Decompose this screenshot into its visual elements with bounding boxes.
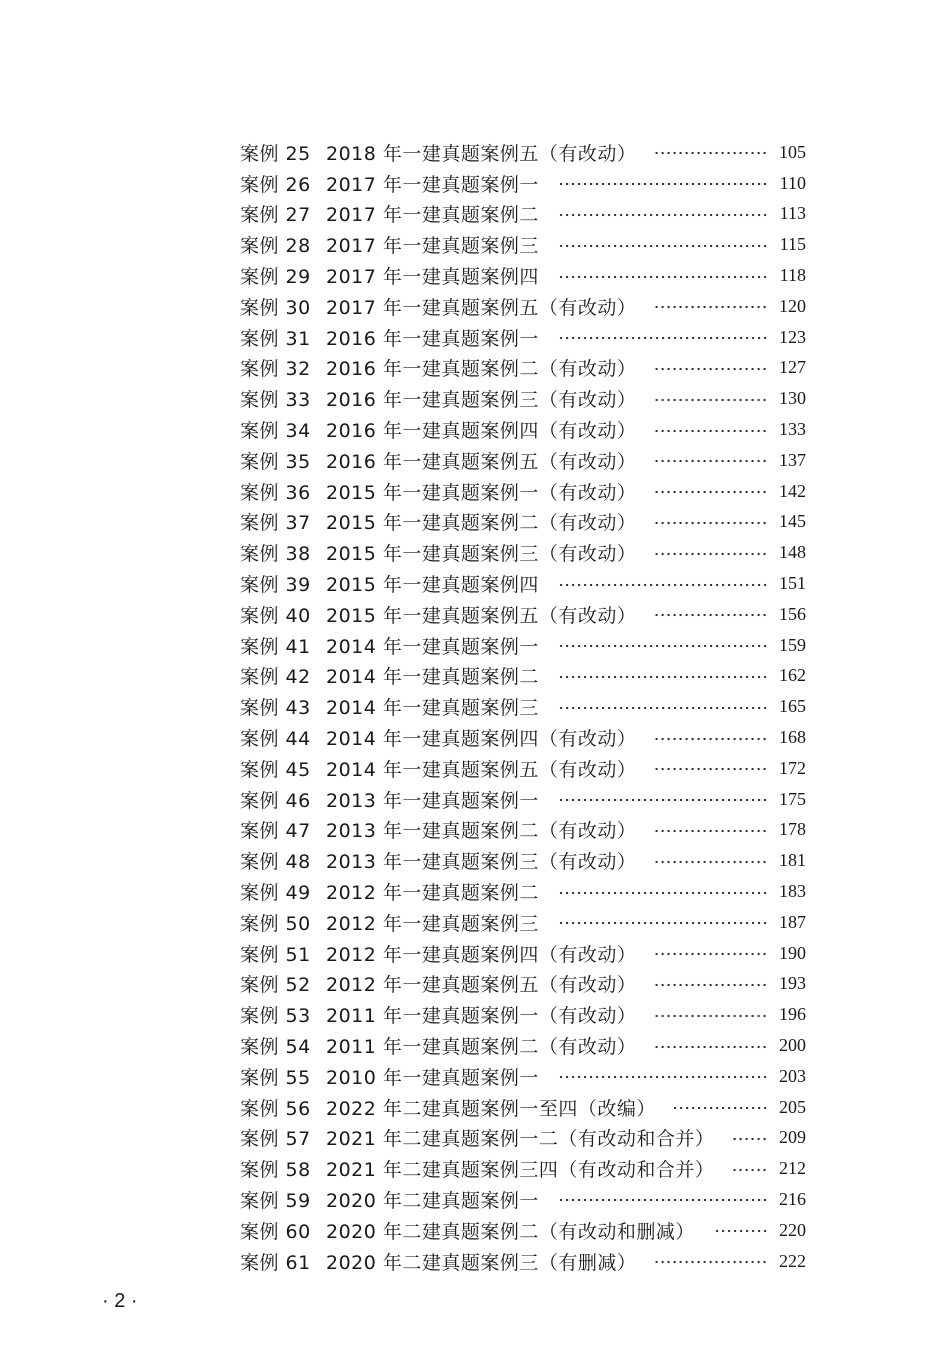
- page-number: 165: [779, 696, 806, 717]
- page-number: 113: [779, 203, 806, 224]
- case-title: 2015 年一建真题案例四: [326, 574, 539, 597]
- case-title: 2014 年一建真题案例五（有改动）: [326, 758, 637, 781]
- case-number: 案例 52: [240, 974, 311, 997]
- toc-entry[interactable]: [240, 568, 806, 599]
- case-title: 2012 年一建真题案例五（有改动）: [326, 974, 637, 997]
- case-title: 2021 年二建真题案例一二（有改动和合并）: [326, 1128, 715, 1151]
- case-number: 案例 41: [240, 635, 311, 658]
- toc-entry[interactable]: [240, 168, 806, 199]
- dot-leader: [713, 1229, 768, 1233]
- toc-entry[interactable]: [240, 630, 806, 661]
- case-title: 2017 年一建真题案例三: [326, 235, 539, 258]
- dot-leader: [654, 151, 768, 155]
- page-number: 156: [779, 603, 806, 624]
- dot-leader: [557, 213, 768, 217]
- page-number: 187: [779, 911, 806, 932]
- case-number: 案例 28: [240, 235, 311, 258]
- toc-entry[interactable]: [240, 199, 806, 230]
- page-number: 178: [779, 819, 806, 840]
- dot-leader: [654, 398, 768, 402]
- toc-entry[interactable]: [240, 722, 806, 753]
- case-title: 2012 年一建真题案例二: [326, 882, 539, 905]
- toc-entry[interactable]: [240, 1092, 806, 1123]
- case-title: 2018 年一建真题案例五（有改动）: [326, 142, 637, 165]
- dot-leader: [654, 459, 768, 463]
- page-number: 120: [779, 295, 806, 316]
- case-number: 案例 49: [240, 882, 311, 905]
- dot-leader: [557, 1075, 768, 1079]
- toc-entry[interactable]: [240, 907, 806, 938]
- page-number: 151: [779, 573, 806, 594]
- toc-entry[interactable]: [240, 969, 806, 1000]
- case-title: 2017 年一建真题案例五（有改动）: [326, 296, 637, 319]
- case-title: 2017 年一建真题案例一: [326, 173, 539, 196]
- toc-entry[interactable]: [240, 507, 806, 538]
- dot-leader: [654, 829, 768, 833]
- page-number: 209: [779, 1127, 806, 1148]
- dot-leader: [654, 1260, 768, 1264]
- page-number: 200: [779, 1035, 806, 1055]
- dot-leader: [557, 891, 768, 895]
- case-number: 案例 40: [240, 604, 311, 627]
- dot-leader: [654, 367, 768, 371]
- case-number: 案例 59: [240, 1189, 311, 1212]
- toc-entry[interactable]: [240, 383, 806, 414]
- page-number: 145: [779, 511, 806, 532]
- case-number: 案例 44: [240, 728, 311, 751]
- toc-entry[interactable]: [240, 353, 806, 384]
- page-number: 123: [779, 326, 806, 347]
- page-number: 222: [779, 1250, 806, 1271]
- toc-entry[interactable]: [240, 322, 806, 353]
- case-title: 2016 年一建真题案例四（有改动）: [326, 420, 637, 443]
- toc-entry[interactable]: [240, 445, 806, 476]
- toc-entry[interactable]: [240, 753, 806, 784]
- toc-entry[interactable]: [240, 599, 806, 630]
- toc-entry[interactable]: [240, 537, 806, 568]
- case-title: 2021 年二建真题案例三四（有改动和合并）: [326, 1159, 715, 1182]
- case-title: 2015 年一建真题案例三（有改动）: [326, 543, 637, 566]
- case-number: 案例 55: [240, 1066, 311, 1089]
- toc-entry[interactable]: [240, 137, 806, 168]
- case-number: 案例 54: [240, 1036, 311, 1058]
- dot-leader: [674, 1106, 768, 1110]
- toc-entry[interactable]: [240, 414, 806, 445]
- case-title: 2013 年一建真题案例二（有改动）: [326, 820, 637, 843]
- dot-leader: [557, 921, 768, 925]
- page-number: 142: [779, 480, 806, 501]
- case-title: 2015 年一建真题案例二（有改动）: [326, 512, 637, 535]
- case-title: 2016 年一建真题案例二（有改动）: [326, 358, 637, 381]
- case-number: 案例 36: [240, 481, 311, 504]
- case-title: 2015 年一建真题案例一（有改动）: [326, 481, 637, 504]
- case-number: 案例 34: [240, 420, 311, 443]
- dot-leader: [654, 983, 768, 987]
- page-number: 203: [779, 1065, 806, 1086]
- case-number: 案例 53: [240, 1005, 311, 1028]
- case-number: 案例 50: [240, 912, 311, 935]
- table-of-contents: [240, 137, 806, 1276]
- dot-leader: [557, 706, 768, 710]
- dot-leader: [654, 429, 768, 433]
- case-title: 2022 年二建真题案例一至四（改编）: [326, 1097, 656, 1120]
- page-number: 148: [779, 542, 806, 563]
- dot-leader: [732, 1168, 768, 1172]
- toc-entry[interactable]: [240, 476, 806, 507]
- page-number: 216: [779, 1188, 806, 1209]
- case-number: 案例 35: [240, 450, 311, 473]
- dot-leader: [557, 1198, 768, 1202]
- case-title: 2016 年一建真题案例一: [326, 327, 539, 350]
- case-number: 案例 29: [240, 266, 311, 289]
- page-number: 110: [779, 172, 806, 193]
- case-title: 2015 年一建真题案例五（有改动）: [326, 604, 637, 627]
- dot-leader: [654, 552, 768, 556]
- toc-entry[interactable]: [240, 815, 806, 846]
- case-title: 2011 年一建真题案例一（有改动）: [326, 1005, 637, 1028]
- case-title: 2017 年一建真题案例二: [326, 204, 539, 227]
- page-number: 175: [779, 788, 806, 809]
- toc-entry[interactable]: [240, 1153, 806, 1184]
- dot-leader: [557, 244, 768, 248]
- case-number: 案例 60: [240, 1220, 311, 1243]
- page-number: 115: [779, 234, 806, 255]
- case-number: 案例 42: [240, 666, 311, 689]
- page-number: 205: [779, 1096, 806, 1117]
- case-title: 2013 年一建真题案例三（有改动）: [326, 851, 637, 874]
- page-number: 172: [779, 757, 806, 778]
- page-number: 162: [779, 665, 806, 686]
- page-number-footer: · 2 ·: [102, 1290, 138, 1312]
- page-number: 220: [779, 1219, 806, 1240]
- toc-entry[interactable]: [240, 1246, 806, 1277]
- dot-leader: [557, 798, 768, 802]
- page-number: 133: [779, 419, 806, 440]
- case-number: 案例 56: [240, 1097, 311, 1120]
- toc-entry[interactable]: [240, 938, 806, 969]
- case-number: 案例 37: [240, 512, 311, 535]
- dot-leader: [557, 644, 768, 648]
- case-number: 案例 25: [240, 142, 311, 165]
- case-title: 2014 年一建真题案例二: [326, 666, 539, 689]
- case-number: 案例 43: [240, 697, 311, 720]
- page-number: 193: [779, 973, 806, 994]
- toc-entry[interactable]: [240, 260, 806, 291]
- case-title: 2014 年一建真题案例四（有改动）: [326, 728, 637, 751]
- page-number: 127: [779, 357, 806, 378]
- toc-entry[interactable]: [240, 661, 806, 692]
- page-number: 168: [779, 727, 806, 748]
- dot-leader: [654, 767, 768, 771]
- dot-leader: [654, 305, 768, 309]
- case-number: 案例 38: [240, 543, 311, 566]
- dot-leader: [732, 1137, 768, 1141]
- case-title: 2020 年二建真题案例三（有删减）: [326, 1251, 637, 1274]
- toc-entry[interactable]: [240, 876, 806, 907]
- case-title: 2017 年一建真题案例四: [326, 266, 539, 289]
- dot-leader: [654, 613, 768, 617]
- page-number: 137: [779, 449, 806, 470]
- case-number: 案例 33: [240, 389, 311, 412]
- case-number: 案例 30: [240, 296, 311, 319]
- page-number: 196: [779, 1004, 806, 1025]
- toc-entry[interactable]: [240, 1123, 806, 1154]
- case-number: 案例 57: [240, 1128, 311, 1151]
- case-number: 案例 51: [240, 943, 311, 966]
- case-number: 案例 61: [240, 1251, 311, 1274]
- toc-entry[interactable]: [240, 291, 806, 322]
- dot-leader: [654, 952, 768, 956]
- case-title: 2020 年二建真题案例一: [326, 1189, 539, 1212]
- page-number: 212: [779, 1158, 806, 1179]
- case-title: 2014 年一建真题案例一: [326, 635, 539, 658]
- page-number: 130: [779, 388, 806, 409]
- toc-entry[interactable]: [240, 1061, 806, 1092]
- case-number: 案例 26: [240, 173, 311, 196]
- case-number: 案例 58: [240, 1159, 311, 1182]
- dot-leader: [557, 336, 768, 340]
- dot-leader: [654, 737, 768, 741]
- case-title: 2012 年一建真题案例三: [326, 912, 539, 935]
- page-number: 190: [779, 942, 806, 963]
- toc-entry[interactable]: [240, 845, 806, 876]
- toc-entry[interactable]: [240, 1215, 806, 1246]
- toc-entry[interactable]: [240, 1184, 806, 1215]
- toc-entry[interactable]: [240, 784, 806, 815]
- case-title: 2010 年一建真题案例一: [326, 1066, 539, 1089]
- toc-entry[interactable]: [240, 1030, 806, 1061]
- dot-leader: [557, 583, 768, 587]
- dot-leader: [557, 182, 768, 186]
- case-title: 2016 年一建真题案例五（有改动）: [326, 450, 637, 473]
- page-number: 183: [779, 881, 806, 902]
- toc-entry[interactable]: [240, 691, 806, 722]
- dot-leader: [654, 521, 768, 525]
- page-number: 105: [779, 141, 806, 162]
- toc-entry[interactable]: [240, 229, 806, 260]
- dot-leader: [557, 675, 768, 679]
- toc-entry[interactable]: [240, 999, 806, 1030]
- case-number: 案例 46: [240, 789, 311, 812]
- dot-leader: [557, 275, 768, 279]
- dot-leader: [654, 1014, 768, 1018]
- case-number: 案例 47: [240, 820, 311, 843]
- case-title: 2013 年一建真题案例一: [326, 789, 539, 812]
- case-title: 2014 年一建真题案例三: [326, 697, 539, 720]
- case-number: 案例 48: [240, 851, 311, 874]
- case-title: 2020 年二建真题案例二（有改动和删减）: [326, 1220, 695, 1243]
- case-title: 2012 年一建真题案例四（有改动）: [326, 943, 637, 966]
- case-number: 案例 45: [240, 758, 311, 781]
- dot-leader: [654, 490, 768, 494]
- dot-leader: [654, 860, 768, 864]
- case-title: 2016 年一建真题案例三（有改动）: [326, 389, 637, 412]
- case-title: 2011 年一建真题案例二（有改动）: [326, 1036, 637, 1058]
- dot-leader: [654, 1045, 768, 1049]
- page-number: 181: [779, 850, 806, 871]
- page-number: 118: [779, 265, 806, 286]
- case-number: 案例 31: [240, 327, 311, 350]
- case-number: 案例 39: [240, 574, 311, 597]
- case-number: 案例 32: [240, 358, 311, 381]
- case-number: 案例 27: [240, 204, 311, 227]
- page-number: 159: [779, 634, 806, 655]
